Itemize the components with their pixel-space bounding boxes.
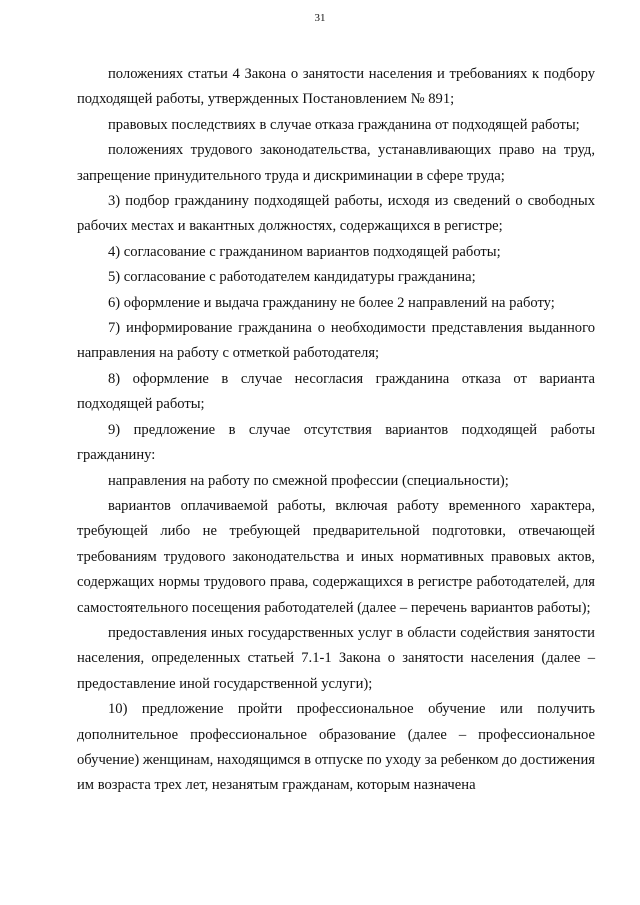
paragraph: вариантов оплачиваемой работы, включая работу временного характера, требующей либо не требующей предварительной подготовки, отвечающей требованиям трудового законодательства и иных нормативных правовых актов, содержащих нормы трудового права, содержащихся в регистре работодателей, для самостоятельного посещения работодателей (далее – перечень вариантов работы); [77,497,595,616]
paragraph: направления на работу по смежной профессии (специальности); [108,472,509,489]
paragraph: 5) согласование с работодателем кандидатуры гражданина; [108,269,476,286]
paragraph: 7) информирование гражданина о необходимости представления выданного направления на работу с отметкой работодателя; [77,320,595,362]
document-body [77,62,595,799]
paragraph: 3) подбор гражданину подходящей работы, исходя из сведений о свободных рабочих местах и вакантных должностях, содержащихся в регистре; [77,193,595,235]
paragraph: предоставления иных государственных услуг в области содействия занятости населения, определенных статьей 7.1-1 Закона о занятости населения (далее – предоставление иной государственной услуги); [77,624,595,692]
paragraph: положениях трудового законодательства, устанавливающих право на труд, запрещение принудительного труда и дискриминации в сфере труда; [77,142,595,184]
paragraph: 10) предложение пройти профессиональное обучение или получить дополнительное профессиональное образование (далее – профессиональное обучение) женщинам, находящимся в отпуске по уходу за ребенком до достижения им возраста трех лет, незанятым гражданам, которым назначена [77,701,595,794]
paragraph: 4) согласование с гражданином вариантов подходящей работы; [108,243,501,260]
paragraph: 8) оформление в случае несогласия гражданина отказа от варианта подходящей работы; [77,370,595,413]
paragraph: 6) оформление и выдача гражданину не более 2 направлений на работу; [108,294,555,311]
paragraph: правовых последствиях в случае отказа гражданина от подходящей работы; [108,116,580,133]
page-number: 31 [314,12,326,24]
paragraph: положениях статьи 4 Закона о занятости населения и требованиях к подбору подходящей работы, утвержденных Постановлением № 891; [77,66,595,108]
paragraph: 9) предложение в случае отсутствия вариантов подходящей работы гражданину: [77,421,595,464]
